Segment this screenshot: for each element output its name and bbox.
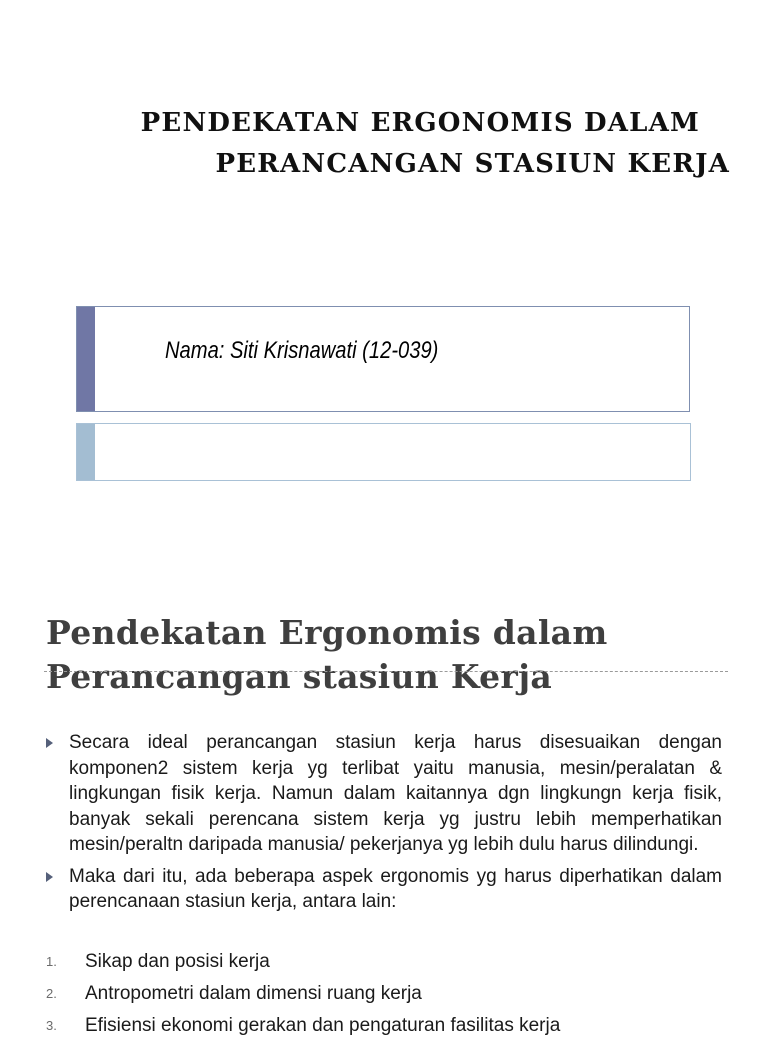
subtitle-box: [76, 423, 691, 481]
numbered-list: [46, 946, 722, 1042]
item-text: Antropometri dalam dimensi ruang kerja: [85, 983, 422, 1004]
section-title-line-2: Perancangan stasiun Kerja: [46, 657, 553, 696]
bullet-text: Secara ideal perancangan stasiun kerja harus disesuaikan dengan komponen2 sistem kerja yg terlibat yaitu manusia, mesin/peralatan & lingkungan fisik kerja. Namun dalam kaitannya dgn lingkungn kerja fisik, banyak sekali perencana sistem kerja yg justru lebih memperhatikan mesin/peraltn daripada manusia/ pekerjanya yg lebih dulu harus dilindungi.: [69, 732, 722, 855]
bullet-item: [46, 864, 722, 915]
triangle-right-icon: [46, 872, 53, 882]
title-divider: [44, 671, 728, 672]
bullet-text: Maka dari itu, ada beberapa aspek ergonomis yg harus diperhatikan dalam perencanaan stasiun kerja, antara lain:: [69, 865, 722, 912]
item-number: 3.: [46, 1018, 57, 1033]
numbered-item: [46, 1010, 722, 1042]
bullet-item: [46, 730, 722, 858]
bullet-list: [46, 730, 722, 921]
author-name: Nama: Siti Krisnawati (12-039): [165, 337, 439, 364]
item-text: Efisiensi ekonomi gerakan dan pengaturan fasilitas kerja: [85, 1015, 561, 1036]
item-number: 1.: [46, 954, 57, 969]
slide-title-line-1: PENDEKATAN ERGONOMIS DALAM: [140, 108, 700, 138]
numbered-item: [46, 978, 722, 1010]
author-name-box: [76, 306, 690, 412]
numbered-item: [46, 946, 722, 978]
name-box-accent-bar: [77, 307, 95, 411]
section-title: [46, 611, 746, 699]
section-title-line-1: Pendekatan Ergonomis dalam: [46, 613, 608, 652]
slide-title: [60, 103, 730, 185]
item-number: 2.: [46, 986, 57, 1001]
triangle-right-icon: [46, 738, 53, 748]
item-text: Sikap dan posisi kerja: [85, 951, 270, 972]
slide-title-line-2: PERANCANGAN STASIUN KERJA: [215, 149, 730, 179]
subtitle-box-accent-bar: [77, 424, 95, 480]
